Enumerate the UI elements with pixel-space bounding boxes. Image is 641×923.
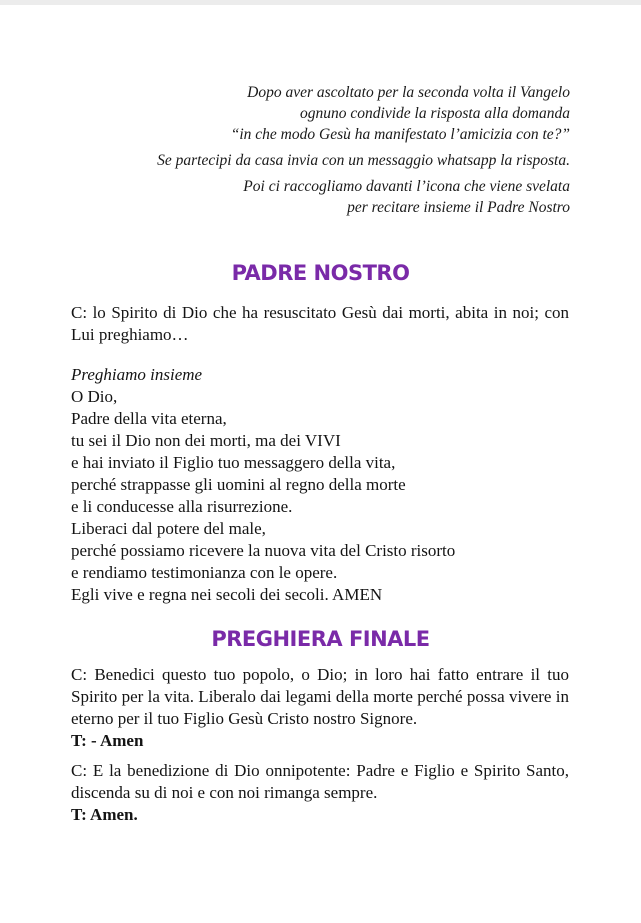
prayer-line: e li conducesse alla risurrezione. bbox=[71, 497, 293, 516]
heading-padre-nostro: PADRE NOSTRO bbox=[231, 261, 410, 285]
intro-line: per recitare insieme il Padre Nostro bbox=[347, 199, 570, 216]
intro-line: Poi ci raccogliamo davanti l’icona che viene svelata bbox=[243, 178, 570, 195]
intro-line: Dopo aver ascoltato per la seconda volta il Vangelo bbox=[247, 84, 570, 101]
celebrant-intro: C: lo Spirito di Dio che ha resuscitato Gesù dai morti, abita in noi; con Lui preghiamo… bbox=[71, 303, 569, 344]
blessing-text: C: E la benedizione di Dio onnipotente: Padre e Figlio e Spirito Santo, discenda su di noi e con noi rimanga sempre. bbox=[71, 761, 569, 802]
prayer-line: O Dio, bbox=[71, 387, 118, 406]
heading-preghiera-finale: PREGHIERA FINALE bbox=[211, 627, 430, 651]
prayer-line: tu sei il Dio non dei morti, ma dei VIVI bbox=[71, 431, 341, 450]
prayer-line: perché strappasse gli uomini al regno della morte bbox=[71, 475, 406, 494]
intro-instructions bbox=[110, 82, 570, 218]
padre-nostro-section bbox=[71, 302, 569, 606]
assembly-response: T: Amen. bbox=[71, 805, 138, 824]
prayer-line: Liberaci dal potere del male, bbox=[71, 519, 266, 538]
prayer-line: Egli vive e regna nei secoli dei secoli. AMEN bbox=[71, 585, 383, 604]
prayer-line: Padre della vita eterna, bbox=[71, 409, 227, 428]
intro-line: “in che modo Gesù ha manifestato l’amicizia con te?” bbox=[230, 126, 570, 143]
preghiera-finale-section bbox=[71, 664, 569, 826]
prayer-line: e rendiamo testimonianza con le opere. bbox=[71, 563, 338, 582]
intro-line: ognuno condivide la risposta alla domanda bbox=[300, 105, 570, 122]
intro-line: Se partecipi da casa invia con un messaggio whatsapp la risposta. bbox=[157, 152, 570, 169]
assembly-response: T: - Amen bbox=[71, 731, 144, 750]
blessing-text: C: Benedici questo tuo popolo, o Dio; in loro hai fatto entrare il tuo Spirito per la vita. Liberalo dai legami della morte perché possa vivere in eterno per il tuo Figlio Gesù Cristo nostro Signore. bbox=[71, 665, 569, 728]
prayer-line: e hai inviato il Figlio tuo messaggero della vita, bbox=[71, 453, 396, 472]
prayer-line: perché possiamo ricevere la nuova vita del Cristo risorto bbox=[71, 541, 456, 560]
prayer-label: Preghiamo insieme bbox=[71, 365, 203, 384]
viewer-top-bar bbox=[0, 0, 641, 5]
